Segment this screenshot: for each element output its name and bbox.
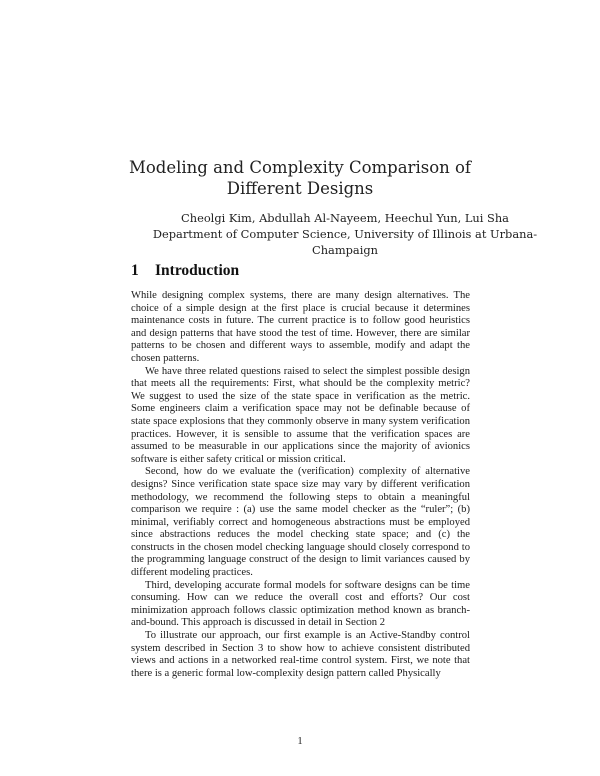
title-line-2: Different Designs (226, 179, 374, 198)
paragraph: To illustrate our approach, our first example is an Active-Standby control system described in Section 3 to show how to achieve consistent distributed views and actions in a networked real-time control system. First, we note that there is a generic formal low-complexity design pattern called Physically (131, 630, 470, 679)
section-title: Introduction (155, 262, 240, 279)
section-number: 1 (131, 262, 139, 279)
author-block (145, 210, 545, 258)
page-number: 1 (297, 736, 303, 747)
body-text (131, 290, 470, 680)
section-heading (131, 262, 239, 280)
title-line-1: Modeling and Complexity Comparison of (128, 158, 472, 177)
paragraph: Third, developing accurate formal models for software designs can be time consuming. How can we reduce the overall cost and efforts? Our cost minimization approach follows classic optimization method known as branch-and-bound. This approach is discussed in detail in Section 2 (131, 579, 470, 629)
paragraph: Second, how do we evaluate the (verification) complexity of alternative designs? Since verification state space size may vary by different verification methodology, we recommend the following steps to obtain a meaningful comparison we require : (a) use the same model checker as the “ruler”; (b) minimal, verifiably correct and homogeneous abstractions must be employed since abstractions reduces the model checking state space; and (c) the constructs in the chosen model checking language should closely correspond to the programming language construct of the design to limit variances caused by different modeling practices. (131, 466, 470, 579)
author-affiliation: Department of Computer Science, University of Illinois at Urbana-Champaign (152, 227, 538, 257)
paragraph: We have three related questions raised to select the simplest possible design that meets all the requirements: First, what should be the complexity metric? We suggest to used the size of the state space in verification as the metric. Some engineers claim a verification space may not be definable because of state space explosions that they commonly observe in many system verification practices. However, it is sensible to assume that the verification spaces are assumed to be measurable in our applications since the majority of avionics software is either safety critical or mission critical. (131, 365, 470, 465)
paragraph: While designing complex systems, there are many design alternatives. The choice of a simple design at the first place is crucial because it determines maintenance costs in future. The current practice is to follow good heuristics and design patterns that have stood the test of time. However, there are similar patterns to be chosen and different ways to assemble, modify and adapt the chosen patterns. (131, 290, 470, 364)
author-names: Cheolgi Kim, Abdullah Al-Nayeem, Heechul Yun, Lui Sha (181, 211, 509, 225)
paper-title (60, 157, 540, 199)
